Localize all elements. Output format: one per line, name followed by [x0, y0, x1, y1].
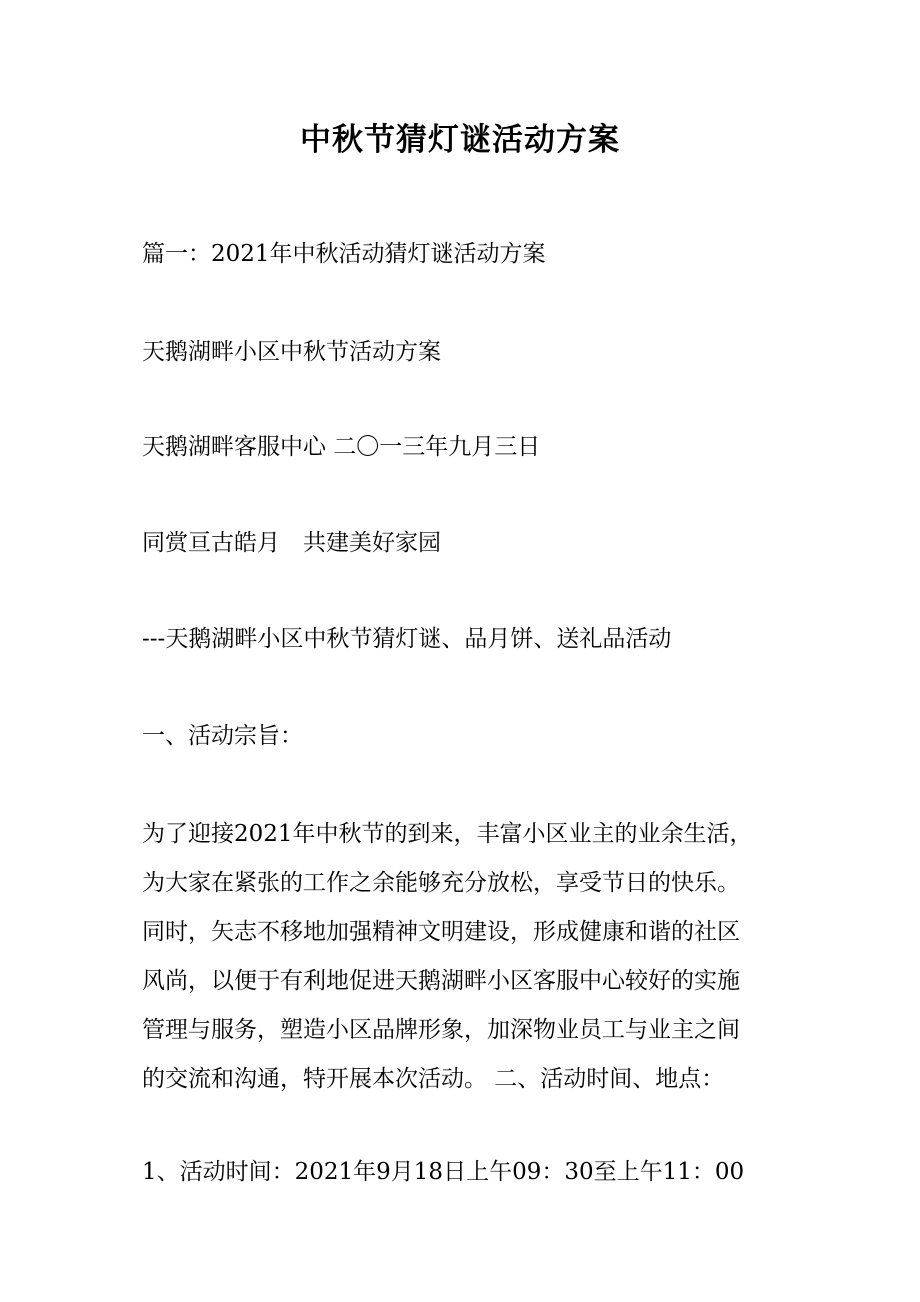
purpose-paragraph: [142, 810, 822, 1104]
subtitle-line: 天鹅湖畔小区中秋节活动方案: [142, 339, 441, 365]
paragraph-line: 同时，矢志不移地加强精神文明建设，形成健康和谐的社区: [142, 919, 740, 945]
paragraph-line: 为大家在紧张的工作之余能够充分放松，享受节日的快乐。: [142, 870, 740, 896]
paragraph-line: 风尚，以便于有利地促进天鹅湖畔小区客服中心较好的实施: [142, 968, 740, 994]
slogan-line: 同赏亘古皓月 共建美好家园: [142, 530, 441, 556]
paragraph-line: 管理与服务，塑造小区品牌形象，加深物业员工与业主之间: [142, 1017, 740, 1043]
purpose-heading: 一、活动宗旨：: [142, 723, 303, 749]
document-title: 中秋节猜灯谜活动方案: [300, 122, 620, 158]
issuer-date-line: 天鹅湖畔客服中心 二〇一三年九月三日: [142, 434, 541, 460]
paragraph-line: 为了迎接2021年中秋节的到来，丰富小区业主的业余生活，: [142, 821, 753, 847]
activity-time-line: 1、活动时间：2021年9月18日上午09：30至上午11：00: [142, 1159, 745, 1185]
section-heading: 篇一：2021年中秋活动猜灯谜活动方案: [142, 241, 546, 267]
paragraph-line: 的交流和沟通，特开展本次活动。 二、活动时间、地点：: [142, 1066, 725, 1092]
activity-subtitle-line: ---天鹅湖畔小区中秋节猜灯谜、品月饼、送礼品活动: [142, 626, 672, 652]
